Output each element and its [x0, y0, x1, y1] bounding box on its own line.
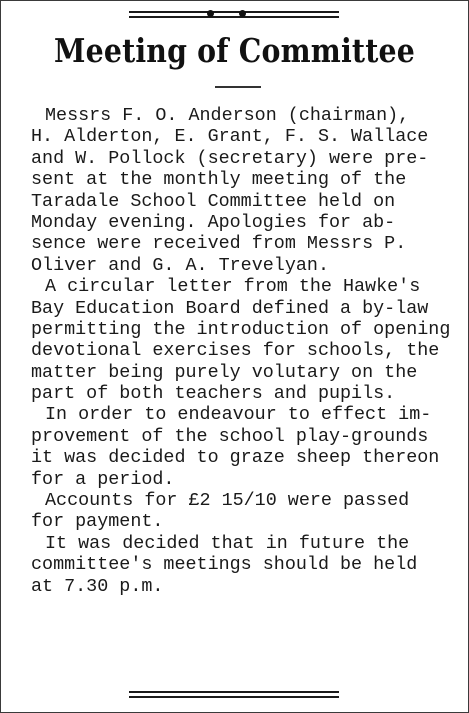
article-paragraph — [31, 276, 453, 404]
text-line: Oliver and G. A. Trevelyan. — [31, 254, 329, 276]
text-line: Bay Education Board defined a by-law — [31, 297, 429, 319]
text-line: Taradale School Committee held on — [31, 190, 396, 212]
text-line: committee's meetings should be held — [31, 554, 418, 576]
headline-underline — [215, 86, 261, 88]
text-line: permitting the introduction of opening — [31, 318, 451, 340]
text-line: matter being purely volutary on the — [31, 361, 418, 383]
text-line: for a period. — [31, 468, 175, 490]
text-line: for payment. — [31, 511, 164, 533]
text-line: Messrs F. O. Anderson (chairman), — [45, 105, 410, 126]
text-line: Monday evening. Apologies for ab- — [31, 211, 396, 233]
article-body — [31, 105, 453, 597]
top-ornamental-rule — [129, 7, 339, 21]
text-line: provement of the school play-grounds — [31, 425, 429, 447]
bottom-ornamental-rule — [129, 687, 339, 701]
article-paragraph — [31, 404, 453, 490]
rule-dot — [207, 10, 214, 17]
text-line: In order to endeavour to effect im- — [45, 404, 432, 426]
text-line: A circular letter from the Hawke's — [45, 276, 421, 298]
article-headline: Meeting of Committee — [54, 31, 415, 70]
article-paragraph — [31, 105, 453, 276]
text-line: sent at the monthly meeting of the — [31, 169, 407, 191]
text-line: it was decided to graze sheep thereon — [31, 447, 440, 469]
text-line: Accounts for £2 15/10 were passed — [45, 490, 410, 512]
article-paragraph — [31, 533, 453, 597]
text-line: sence were received from Messrs P. — [31, 233, 407, 255]
text-line: at 7.30 p.m. — [31, 575, 164, 597]
text-line: and W. Pollock (secretary) were pre- — [31, 147, 429, 169]
rule-dot — [239, 10, 246, 17]
text-line: It was decided that in future the — [45, 532, 410, 554]
text-line: devotional exercises for schools, the — [31, 340, 440, 362]
article-paragraph — [31, 490, 453, 533]
text-line: H. Alderton, E. Grant, F. S. Wallace — [31, 126, 429, 148]
text-line: part of both teachers and pupils. — [31, 383, 396, 405]
